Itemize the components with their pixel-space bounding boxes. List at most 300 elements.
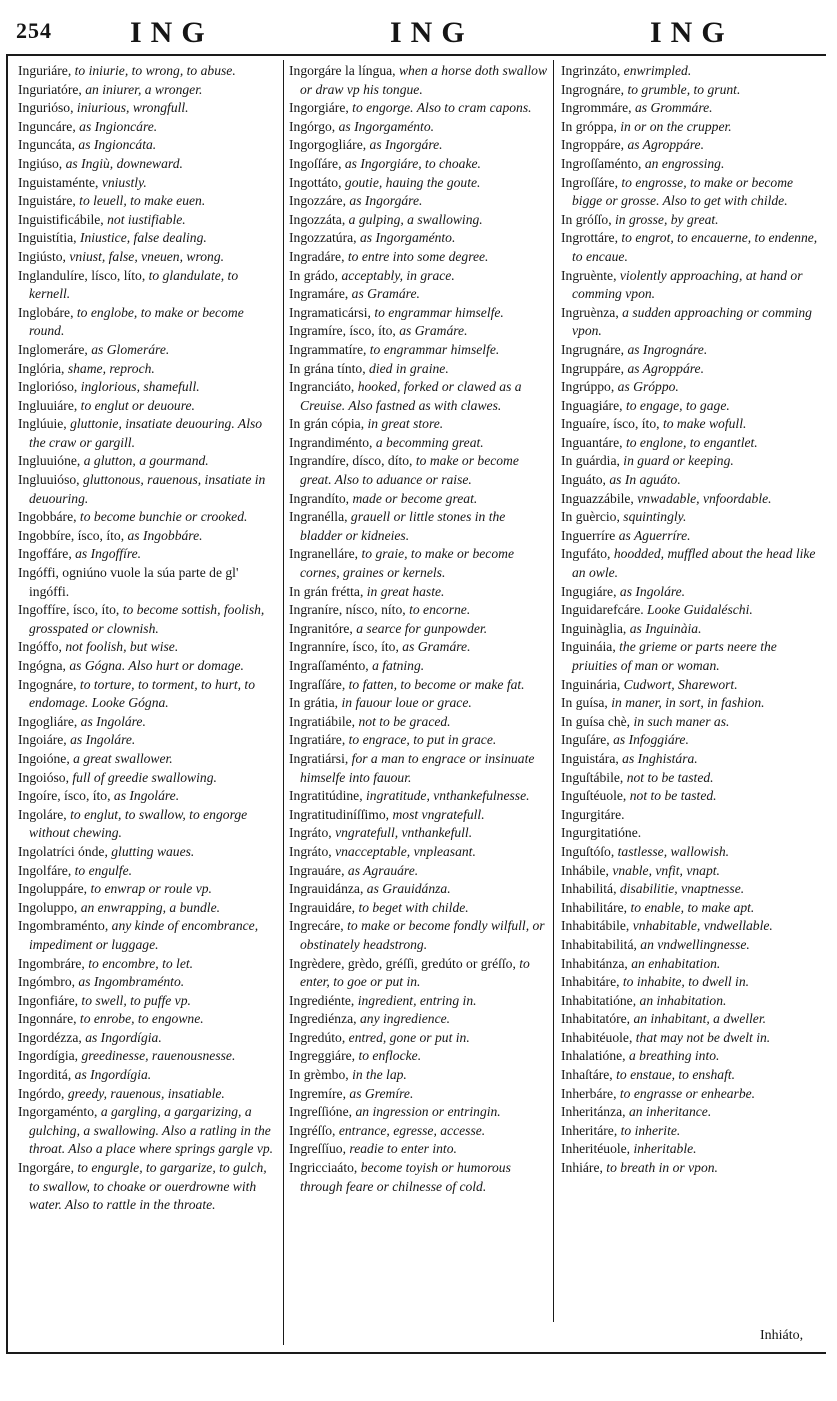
- dictionary-entry: [18, 676, 280, 713]
- gloss: shame, reproch.: [67, 360, 155, 376]
- headword: Ingrommáre,: [561, 100, 632, 116]
- dictionary-entry: [289, 322, 551, 341]
- dictionary-entry: [561, 1066, 824, 1085]
- gloss: died in graine.: [369, 360, 449, 376]
- gloss: as Grommáre.: [635, 100, 713, 116]
- gloss: as Agrauáre.: [347, 862, 419, 878]
- headword: Ingiúso,: [18, 155, 63, 171]
- gloss: to encombre, to let.: [88, 955, 194, 971]
- gloss: a fatning.: [372, 658, 425, 673]
- headword: Inguistificábile,: [18, 211, 104, 227]
- headword: Inguſtábile,: [561, 769, 624, 785]
- headword: Ingruènza,: [561, 304, 619, 320]
- gloss: in or on the crupper.: [620, 118, 732, 134]
- dictionary-entry: [561, 806, 824, 825]
- gloss: to engulfe.: [74, 862, 133, 878]
- gloss: to englut or deuoure.: [80, 397, 195, 413]
- gloss: as Ingobbáre.: [127, 527, 203, 543]
- dictionary-entry: [561, 397, 824, 416]
- headword: Ingremíre,: [289, 1085, 346, 1101]
- dictionary-entry: [18, 1047, 280, 1066]
- dictionary-entry: [289, 490, 551, 509]
- headword: In guárdia,: [561, 453, 620, 469]
- dictionary-entry: [289, 917, 551, 954]
- headword: Ingrauidánza,: [289, 881, 364, 897]
- dictionary-entry: [561, 360, 824, 379]
- gloss: to breath in or vpon.: [606, 1160, 718, 1176]
- dictionary-entry: [18, 452, 280, 471]
- headword: Inheritánza,: [561, 1104, 626, 1120]
- dictionary-entry: [18, 564, 280, 601]
- headword: Inguriáre,: [18, 63, 72, 78]
- headword: Ingobbáre,: [18, 509, 77, 525]
- dictionary-entry: [289, 713, 551, 732]
- headword: Ingrediénte,: [289, 992, 355, 1008]
- headword: Inhabitánza,: [561, 955, 628, 971]
- dictionary-entry: [18, 118, 280, 137]
- headword: Ingoffíre, ísco, íto,: [18, 602, 120, 618]
- headword: Ingoíre, ísco, íto,: [18, 788, 111, 804]
- headword: Ingrognáre,: [561, 81, 625, 97]
- gloss: an vndwellingnesse.: [640, 936, 750, 952]
- headword: Inglomeráre,: [18, 341, 88, 357]
- headword: Ingluuióne,: [18, 453, 81, 469]
- gloss: become toyish or humorous through feare or chilnesse of cold.: [300, 1160, 511, 1194]
- dictionary-entry: [289, 229, 551, 248]
- gloss: glutting waues.: [111, 843, 195, 859]
- gloss: to iniurie, to wrong, to abuse.: [74, 63, 236, 78]
- gloss: an engrossing.: [644, 155, 725, 171]
- headword: In gróſſo,: [561, 211, 612, 227]
- dictionary-entry: [18, 992, 280, 1011]
- gloss: to swell, to puffe vp.: [81, 992, 191, 1008]
- dictionary-entry: [561, 378, 824, 397]
- gloss: to torture, to torment, to hurt, to endomage. Looke Gógna.: [29, 676, 256, 711]
- dictionary-entry: [289, 1103, 551, 1122]
- dictionary-entry: [18, 229, 280, 248]
- gloss: as Glomeráre.: [91, 341, 170, 357]
- headword: Ingombraménto,: [18, 918, 109, 934]
- gloss: to leuell, to make euen.: [79, 193, 206, 209]
- headword: Inguaíre, ísco, íto,: [561, 416, 660, 432]
- headword: Ingraníre, nísco, níto,: [289, 602, 406, 618]
- headword: In guísa,: [561, 695, 608, 711]
- dictionary-entry: [18, 917, 280, 954]
- dictionary-entry: [18, 601, 280, 638]
- headword: Ingorgáre la língua,: [289, 63, 396, 78]
- headword: Ingozzáta,: [289, 211, 346, 227]
- headword: Inherbáre,: [561, 1085, 617, 1101]
- gloss: a searce for gunpowder.: [356, 620, 488, 636]
- dictionary-entry: [289, 248, 551, 267]
- headword: Ingrèdere, grèdo, gréſſi, gredúto or gréſſo,: [289, 955, 516, 971]
- headword: Ingorgogliáre,: [289, 137, 367, 153]
- headword: In guísa chè,: [561, 713, 631, 729]
- dictionary-entry: [289, 378, 551, 415]
- headword: Inglúuie,: [18, 416, 67, 432]
- gloss: gluttonie, insatiate deuouring. Also the craw or gargill.: [29, 416, 263, 450]
- headword: Ingottáto,: [289, 174, 342, 190]
- gloss: to enable, to make apt.: [630, 899, 755, 915]
- gloss: in guard or keeping.: [623, 453, 734, 469]
- headword: Ingrugnáre,: [561, 341, 625, 357]
- dictionary-entry: [18, 248, 280, 267]
- page-number: 254: [16, 18, 52, 43]
- headword: Ingoluppáre,: [18, 881, 88, 897]
- dictionary-entry: [18, 1010, 280, 1029]
- dictionary-entry: [289, 787, 551, 806]
- dictionary-entry: [18, 1029, 280, 1048]
- headword: Inguerríre: [561, 527, 616, 543]
- dictionary-entry: [289, 601, 551, 620]
- headword: Ingraſſaménto,: [289, 658, 369, 673]
- dictionary-entry: [561, 992, 824, 1011]
- dictionary-entry: [289, 415, 551, 434]
- dictionary-entry: [289, 880, 551, 899]
- headword: Ingranélla,: [289, 509, 348, 525]
- gloss: violently approaching, at hand or comming vpon.: [572, 267, 803, 302]
- dictionary-entry: [561, 899, 824, 918]
- headword: Ingrandiménto,: [289, 434, 373, 450]
- gloss: in maner, in sort, in fashion.: [611, 695, 765, 711]
- headword: Inhabilitá,: [561, 881, 617, 897]
- gloss: to beget with childe.: [358, 899, 469, 915]
- gloss: that may not be dwelt in.: [635, 1029, 771, 1045]
- dictionary-entry: [561, 118, 824, 137]
- dictionary-entry: [18, 471, 280, 508]
- headword: Ingurgitáre.: [561, 806, 625, 822]
- dictionary-entry: [561, 1029, 824, 1048]
- headword: Inhábile,: [561, 862, 609, 878]
- headword: Ingorditá,: [18, 1067, 72, 1083]
- gloss: to engrammar himselfe.: [374, 304, 504, 320]
- dictionary-entry: [561, 527, 824, 546]
- headword: Ingrandíre, dísco, díto,: [289, 453, 413, 469]
- gloss: as Ingioncáta.: [78, 137, 157, 153]
- headword: Ingoiáre,: [18, 732, 67, 748]
- gloss: grauell or little stones in the bladder or kidneies.: [300, 509, 506, 543]
- gloss: inglorious, shamefull.: [80, 379, 200, 395]
- headword: Inglandulíre, lísco, líto,: [18, 267, 146, 283]
- gloss: disabilitie, vnaptnesse.: [619, 881, 745, 897]
- dictionary-entry: [289, 583, 551, 602]
- headword: Ingordígia,: [18, 1048, 79, 1064]
- gloss: not iustifiable.: [107, 211, 186, 227]
- dictionary-entry: [18, 267, 280, 304]
- dictionary-entry: [561, 731, 824, 750]
- headword: Ingozzáre,: [289, 193, 346, 209]
- gloss: tastlesse, wallowish.: [617, 843, 730, 859]
- gloss: in grosse, by great.: [615, 211, 719, 227]
- dictionary-entry: [561, 1140, 824, 1159]
- gloss: in fauour loue or grace.: [341, 695, 472, 711]
- headword: Ingroppáre,: [561, 137, 625, 153]
- dictionary-entry: [18, 899, 280, 918]
- dictionary-entry: [561, 415, 824, 434]
- dictionary-entry: [561, 229, 824, 266]
- dictionary-entry: [18, 731, 280, 750]
- headword: Ingraſſáre,: [289, 676, 346, 692]
- column-separator: [283, 60, 284, 1345]
- gloss: hooked, forked or clawed as a Creuise. Also fastned as with clawes.: [300, 379, 522, 413]
- dictionary-entry: [561, 601, 824, 620]
- dictionary-entry: [289, 1122, 551, 1141]
- headword: Inguidarefcáre.: [561, 602, 644, 618]
- gloss: a gulping, a swallowing.: [348, 211, 483, 227]
- dictionary-entry: [561, 638, 824, 675]
- column-2: [289, 62, 551, 1346]
- gloss: as Aguerríre.: [618, 527, 691, 543]
- dictionary-entry: [289, 638, 551, 657]
- gloss: vniustly.: [101, 174, 147, 190]
- dictionary-entry: [18, 341, 280, 360]
- gloss: as Agroppáre.: [627, 137, 704, 153]
- dictionary-entry: [18, 955, 280, 974]
- gloss: an inhabitant, a dweller.: [633, 1011, 767, 1027]
- dictionary-entry: [289, 731, 551, 750]
- headword: Ingluuióso,: [18, 472, 80, 488]
- gloss: enwrimpled.: [623, 63, 692, 78]
- dictionary-entry: [561, 583, 824, 602]
- gloss: to glandulate, to kernell.: [29, 267, 239, 302]
- headword: Ingluuiáre,: [18, 397, 78, 413]
- headword: Inguistítia,: [18, 230, 77, 246]
- headword: Ingroſſáre,: [561, 174, 618, 190]
- dictionary-entry: [561, 471, 824, 490]
- gloss: as Ingorgiáre, to choake.: [344, 155, 481, 171]
- top-rule: [6, 54, 826, 56]
- gloss: full of greedie swallowing.: [72, 769, 217, 785]
- headword: Ingrandíto,: [289, 490, 350, 506]
- gloss: iniurious, wrongfull.: [76, 100, 189, 116]
- headword: Inglória,: [18, 360, 65, 376]
- dictionary-entry: [289, 360, 551, 379]
- dictionary-entry: [289, 174, 551, 193]
- gloss: a sudden approaching or comming vpon.: [572, 304, 812, 339]
- gloss: vnwadable, vnfoordable.: [637, 490, 772, 506]
- headword: Inhabitatóre,: [561, 1011, 631, 1027]
- headword: Ingráto,: [289, 825, 332, 841]
- gloss: as Ingoffíre.: [75, 546, 142, 562]
- column-3: [561, 62, 824, 1324]
- gloss: as Grauidánza.: [366, 881, 451, 897]
- gloss: as Gremíre.: [349, 1085, 414, 1101]
- headword: Ingrecáre,: [289, 918, 344, 934]
- gloss: as Ingoláre.: [113, 788, 180, 804]
- dictionary-entry: [18, 1085, 280, 1104]
- headword: Ingramáre,: [289, 286, 349, 302]
- running-head-center: ING: [390, 16, 474, 49]
- gloss: vnacceptable, vnpleasant.: [335, 843, 476, 859]
- gloss: to fatten, to become or make fat.: [348, 676, 525, 692]
- headword: Ingordézza,: [18, 1029, 82, 1045]
- headword: Inhabitéuole,: [561, 1029, 633, 1045]
- headword: Ingoláre,: [18, 806, 67, 822]
- dictionary-entry: [18, 155, 280, 174]
- gloss: an inheritance.: [628, 1104, 712, 1120]
- dictionary-entry: [561, 81, 824, 100]
- dictionary-entry: [18, 545, 280, 564]
- gloss: as Ingordígia.: [85, 1029, 162, 1045]
- gloss: a becomming great.: [375, 434, 484, 450]
- gloss: as Ingioncáre.: [79, 118, 158, 134]
- gloss: ingratitude, vnthankefulnesse.: [366, 788, 530, 804]
- gloss: vngratefull, vnthankefull.: [335, 825, 473, 841]
- gloss: to make or become fondly wilfull, or obstinately headstrong.: [300, 918, 545, 952]
- gloss: to enrobe, to engowne.: [79, 1011, 204, 1027]
- dictionary-entry: [18, 415, 280, 452]
- headword: Inhalatióne,: [561, 1048, 626, 1064]
- headword: Ingoióne,: [18, 750, 70, 766]
- gloss: greedy, rauenous, insatiable.: [67, 1085, 225, 1101]
- gloss: not to be graced.: [358, 713, 451, 729]
- gloss: to inhabite, to dwell in.: [622, 974, 750, 990]
- headword: Inguriósо,: [18, 100, 74, 116]
- gloss: as Ingoláre.: [80, 713, 146, 729]
- dictionary-entry: [18, 360, 280, 379]
- headword: Inguináia,: [561, 639, 616, 655]
- dictionary-entry: [561, 955, 824, 974]
- dictionary-entry: [289, 62, 551, 99]
- gloss: in great store.: [367, 416, 444, 432]
- gloss: an ingression or entringin.: [355, 1104, 501, 1120]
- dictionary-entry: [561, 434, 824, 453]
- dictionary-entry: [561, 973, 824, 992]
- dictionary-entry: [289, 750, 551, 787]
- dictionary-entry: [561, 620, 824, 639]
- headword: Ingóffi, ogniúno vuole la súa parte de gl' ingóffi.: [18, 565, 239, 599]
- headword: Ingranitóre,: [289, 620, 353, 636]
- dictionary-entry: [18, 174, 280, 193]
- headword: Ingreggiáre,: [289, 1048, 356, 1064]
- headword: In grádo,: [289, 267, 339, 283]
- headword: Ingramíre, ísco, íto,: [289, 323, 396, 339]
- dictionary-entry: [18, 527, 280, 546]
- dictionary-entry: [18, 508, 280, 527]
- catchword: Inhiáto,: [760, 1328, 804, 1343]
- dictionary-entry: [561, 267, 824, 304]
- column-1: [18, 62, 280, 1324]
- headword: Ingoffáre,: [18, 546, 72, 562]
- left-rule: [6, 54, 8, 1354]
- dictionary-entry: [561, 676, 824, 695]
- dictionary-entry: [289, 620, 551, 639]
- dictionary-entry: [18, 397, 280, 416]
- headword: Ingruppáre,: [561, 360, 625, 376]
- headword: Inheritáre,: [561, 1122, 618, 1138]
- headword: Ingognáre,: [18, 676, 77, 692]
- dictionary-entry: [561, 211, 824, 230]
- headword: Ingoſſáre,: [289, 155, 342, 171]
- dictionary-entry: [18, 806, 280, 843]
- dictionary-entry: [289, 1066, 551, 1085]
- gloss: a breathing into.: [628, 1048, 720, 1064]
- dictionary-entry: [289, 1140, 551, 1159]
- headword: Ingroſſaménto,: [561, 155, 642, 171]
- headword: Ingramaticársi,: [289, 304, 371, 320]
- headword: Ingolfáre,: [18, 862, 72, 878]
- dictionary-entry: [561, 304, 824, 341]
- dictionary-entry: [289, 862, 551, 881]
- headword: In grán cópia,: [289, 416, 365, 432]
- dictionary-entry: [289, 211, 551, 230]
- headword: Inguagiáre,: [561, 397, 623, 413]
- gloss: inheritable.: [633, 1141, 697, 1157]
- dictionary-entry: [289, 899, 551, 918]
- headword: Ingóffo,: [18, 639, 62, 655]
- gloss: in the lap.: [352, 1067, 407, 1083]
- gloss: to make or become great. Also to aduance or raise.: [300, 453, 519, 488]
- headword: Ingorgaménto,: [18, 1104, 98, 1120]
- dictionary-entry: [561, 936, 824, 955]
- gloss: as Gróppo.: [617, 379, 679, 395]
- headword: Ingratiáre,: [289, 732, 346, 748]
- dictionary-entry: [289, 1047, 551, 1066]
- headword: Inguistáre,: [18, 193, 76, 209]
- headword: Ingratiársi,: [289, 750, 349, 766]
- dictionary-entry: [289, 1010, 551, 1029]
- headword: Ingranciáto,: [289, 379, 355, 395]
- headword: Inguncáta,: [18, 137, 75, 153]
- gloss: as Ingordígia.: [74, 1067, 152, 1083]
- gloss: for a man to engrace or insinuate himselfe into fauour.: [300, 750, 535, 785]
- dictionary-entry: [18, 862, 280, 881]
- dictionary-entry: [18, 657, 280, 676]
- headword: Inguſtéuole,: [561, 788, 627, 804]
- gloss: to graie, to make or become cornes, graines or kernels.: [300, 546, 514, 581]
- dictionary-entry: [289, 806, 551, 825]
- bottom-rule: [6, 1352, 826, 1354]
- dictionary-entry: [289, 545, 551, 582]
- dictionary-entry: [561, 750, 824, 769]
- dictionary-entry: [561, 508, 824, 527]
- dictionary-entry: [561, 62, 824, 81]
- headword: Ingrediénza,: [289, 1011, 357, 1027]
- dictionary-entry: [289, 1159, 551, 1196]
- gloss: as Ingombraménto.: [78, 974, 185, 990]
- gloss: to engrammar himselfe.: [369, 341, 500, 357]
- dictionary-entry: [561, 880, 824, 899]
- gloss: to enter, to goe or put in.: [300, 955, 530, 990]
- headword: Ingugiáre,: [561, 583, 617, 599]
- gloss: entred, gone or put in.: [348, 1029, 470, 1045]
- dictionary-entry: [18, 1066, 280, 1085]
- gloss: as Inguinàia.: [629, 620, 702, 636]
- headword: Inguantáre,: [561, 434, 623, 450]
- gloss: vniust, false, vneuen, wrong.: [69, 248, 225, 264]
- dictionary-entry: [289, 155, 551, 174]
- dictionary-entry: [289, 452, 551, 489]
- dictionary-entry: [289, 285, 551, 304]
- dictionary-entry: [18, 769, 280, 788]
- dictionary-entry: [18, 1103, 280, 1159]
- gloss: squintingly.: [623, 509, 687, 525]
- gloss: as Gramáre.: [399, 323, 468, 339]
- headword: Inheritéuole,: [561, 1141, 631, 1157]
- gloss: to engorge. Also to cram capons.: [352, 100, 532, 116]
- gloss: as Gramáre.: [351, 286, 420, 302]
- headword: Ingufáto,: [561, 546, 611, 562]
- dictionary-entry: [18, 211, 280, 230]
- gloss: gluttonous, rauenous, insatiate in deuouring.: [29, 472, 266, 506]
- gloss: to become sottish, foolish, grosspated or clownish.: [29, 602, 265, 636]
- gloss: in great haste.: [366, 583, 445, 599]
- headword: Inguſtóſo,: [561, 843, 615, 859]
- headword: Ingreſſíuo,: [289, 1141, 347, 1157]
- headword: Ingonfiáre,: [18, 992, 79, 1008]
- gloss: as Infoggiáre.: [613, 732, 689, 748]
- gloss: as Gógna. Also hurt or domage.: [69, 658, 244, 673]
